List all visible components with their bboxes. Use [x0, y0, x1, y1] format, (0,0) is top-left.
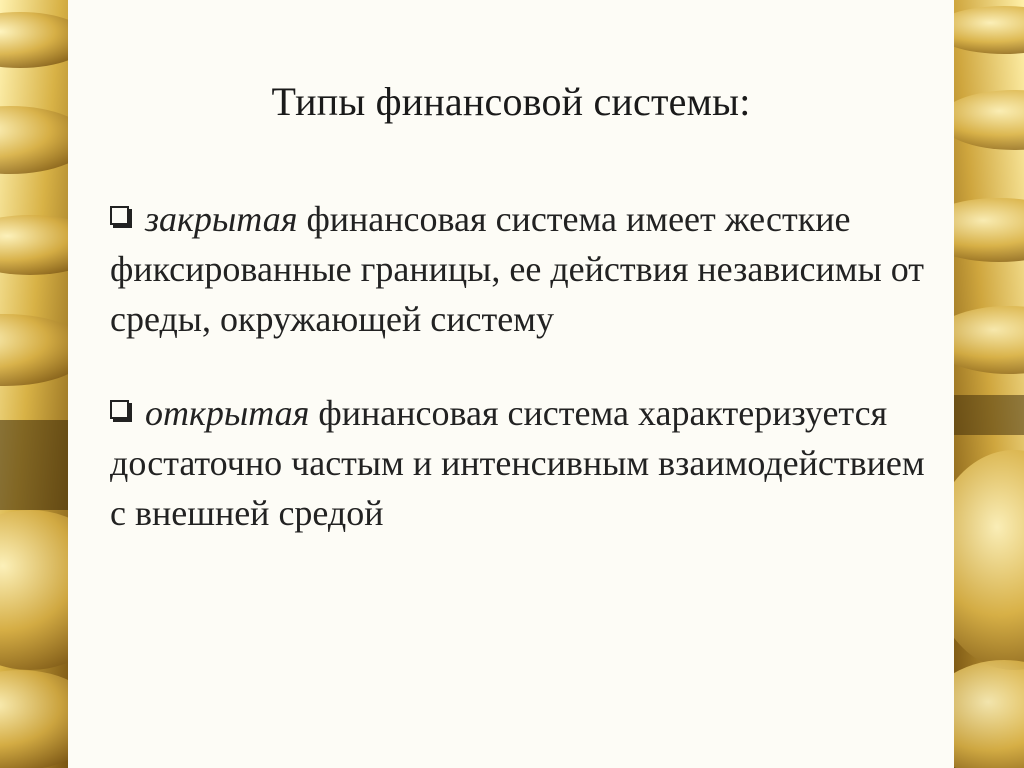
bullet-text: финансовая система имеет жесткие фиксированные границы, ее действия независимы от среды, окружающей систему [110, 199, 925, 339]
bullet-term: открытая [145, 393, 310, 433]
slide-content-panel [68, 0, 954, 768]
bullet-term: закрытая [145, 199, 298, 239]
gold-coins-right-image [954, 0, 1024, 768]
gold-coins-left-image [0, 0, 68, 768]
bullet-closed-system [110, 194, 930, 344]
bullet-text: финансовая система характеризуется достаточно частым и интенсивным взаимодействием с внешней средой [110, 393, 925, 533]
checkbox-icon [110, 400, 129, 419]
slide-title: Типы финансовой системы: [271, 79, 751, 124]
bullet-open-system [110, 388, 930, 538]
checkbox-icon [110, 206, 129, 225]
